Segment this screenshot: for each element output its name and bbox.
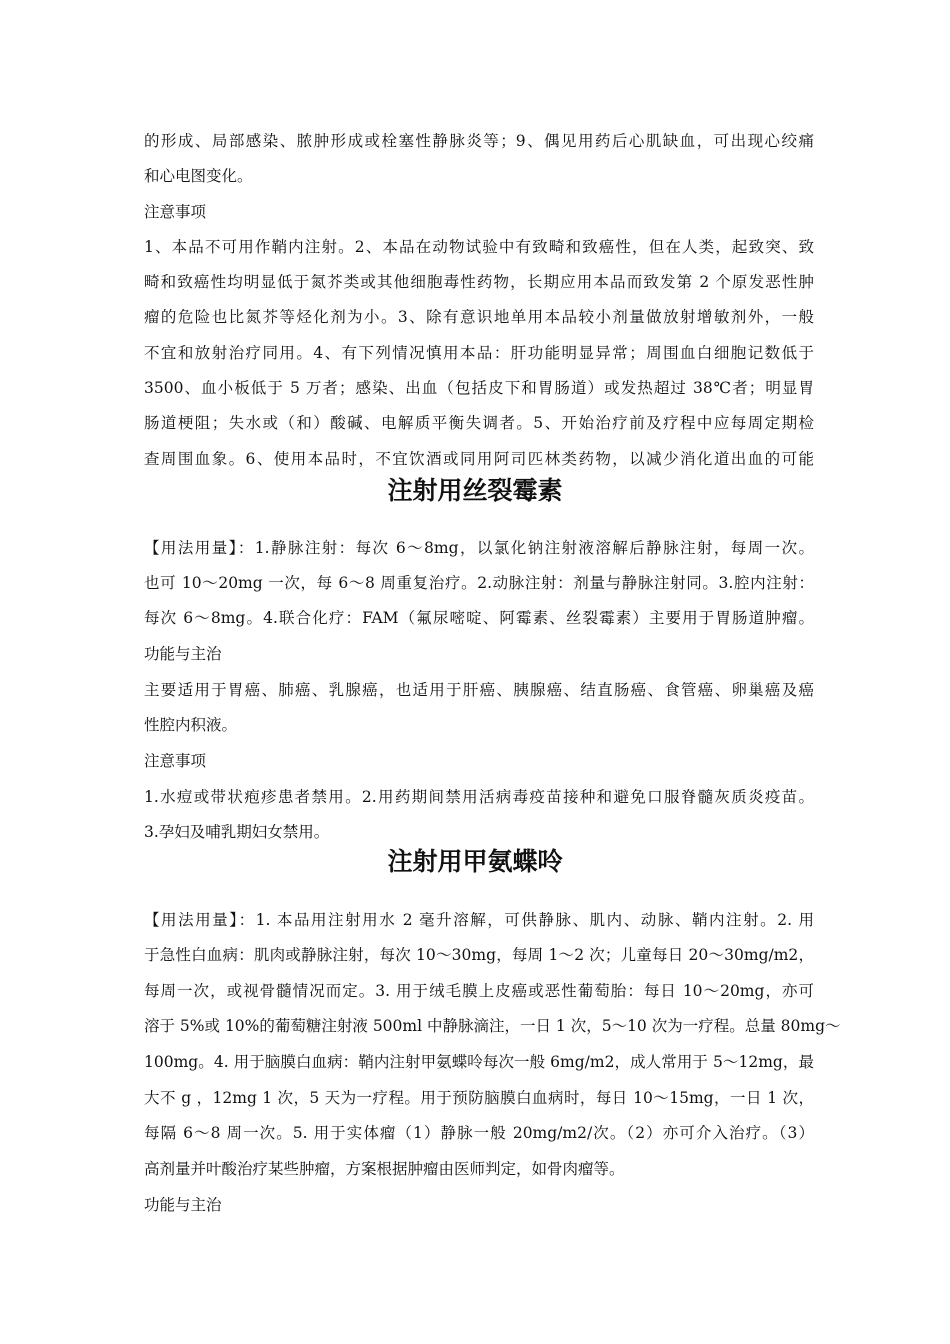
section-heading-function: 功能与主治 bbox=[144, 1196, 222, 1214]
body-text-line: 3.孕妇及哺乳期妇女禁用。 bbox=[144, 823, 330, 841]
body-text-line: 也可 10～20mg 一次，每 6～8 周重复治疗。2.动脉注射：剂量与静脉注射同。3.腔内注射： bbox=[144, 574, 814, 592]
body-text-line: 100mg。4. 用于脑膜白血病：鞘内注射甲氨蝶呤每次一般 6mg/m2，成人常用于 5～12mg，最 bbox=[144, 1053, 814, 1071]
body-text-line: 1、本品不可用作鞘内注射。2、本品在动物试验中有致畸和致癌性，但在人类，起致突、致 bbox=[144, 238, 814, 256]
body-text-line: 畸和致癌性均明显低于氮芥类或其他细胞毒性药物，长期应用本品而致发第 2 个原发恶性肿 bbox=[144, 273, 814, 291]
drug-title: 注射用丝裂霉素 bbox=[387, 476, 563, 505]
body-text-line: 查周围血象。6、使用本品时，不宜饮酒或同用阿司匹林类药物，以减少消化道出血的可能 bbox=[144, 450, 814, 468]
body-text-line: 1.水痘或带状疱疹患者禁用。2.用药期间禁用活病毒疫苗接种和避免口服脊髓灰质炎疫苗。 bbox=[144, 788, 814, 806]
body-text-line: 每次 6～8mg。4.联合化疗：FAM（氟尿嘧啶、阿霉素、丝裂霉素）主要用于胃肠道肿瘤。 bbox=[144, 609, 814, 627]
section-heading-notes: 注意事项 bbox=[144, 203, 207, 221]
body-text-line: 于急性白血病：肌肉或静脉注射，每次 10～30mg，每周 1～2 次；儿童每日 20～30mg/m2， bbox=[144, 946, 814, 964]
body-text-line: 高剂量并叶酸治疗某些肿瘤，方案根据肿瘤由医师判定，如骨肉瘤等。 bbox=[144, 1160, 625, 1178]
body-text-line: 瘤的危险也比氮芥等烃化剂为小。3、除有意识地单用本品较小剂量做放射增敏剂外，一般 bbox=[144, 308, 814, 326]
drug-title: 注射用甲氨蝶呤 bbox=[387, 847, 563, 876]
body-text-line: 大不 g ，12mg 1 次，5 天为一疗程。用于预防脑膜白血病时，每日 10～15mg，一日 1 次， bbox=[144, 1089, 814, 1107]
section-heading-function: 功能与主治 bbox=[144, 645, 222, 663]
body-text-line: 主要适用于胃癌、肺癌、乳腺癌，也适用于肝癌、胰腺癌、结直肠癌、食管癌、卵巢癌及癌 bbox=[144, 681, 814, 699]
body-text-line: 【用法用量】：1. 本品用注射用水 2 毫升溶解，可供静脉、肌内、动脉、鞘内注射。2. 用 bbox=[144, 911, 814, 929]
body-text-line: 每隔 6～8 周一次。5. 用于实体瘤（1）静脉一般 20mg/m2/次。（2）亦可介入治疗。（3） bbox=[144, 1124, 814, 1142]
body-text-line: 肠道梗阻；失水或（和）酸碱、电解质平衡失调者。5、开始治疗前及疗程中应每周定期检 bbox=[144, 414, 814, 432]
body-text-line: 不宜和放射治疗同用。4、有下列情况慎用本品：肝功能明显异常；周围血白细胞记数低于 bbox=[144, 344, 814, 362]
body-text-line: 3500、血小板低于 5 万者；感染、出血（包括皮下和胃肠道）或发热超过 38℃者；明显胃 bbox=[144, 379, 814, 397]
section-heading-notes: 注意事项 bbox=[144, 752, 207, 770]
body-text-line: 和心电图变化。 bbox=[144, 167, 253, 185]
body-text-line: 性腔内积液。 bbox=[144, 716, 238, 734]
body-text-line: 【用法用量】：1.静脉注射：每次 6～8mg，以氯化钠注射液溶解后静脉注射，每周一次。 bbox=[144, 539, 814, 557]
body-text-line: 溶于 5%或 10%的葡萄糖注射液 500ml 中静脉滴注，一日 1 次，5～10 次为一疗程。总量 80mg～ bbox=[144, 1017, 841, 1035]
body-text-line: 每周一次，或视骨髓情况而定。3. 用于绒毛膜上皮癌或恶性葡萄胎：每日 10～20mg，亦可 bbox=[144, 982, 814, 1000]
body-text-line: 的形成、局部感染、脓肿形成或栓塞性静脉炎等；9、偶见用药后心肌缺血，可出现心绞痛 bbox=[144, 132, 814, 150]
